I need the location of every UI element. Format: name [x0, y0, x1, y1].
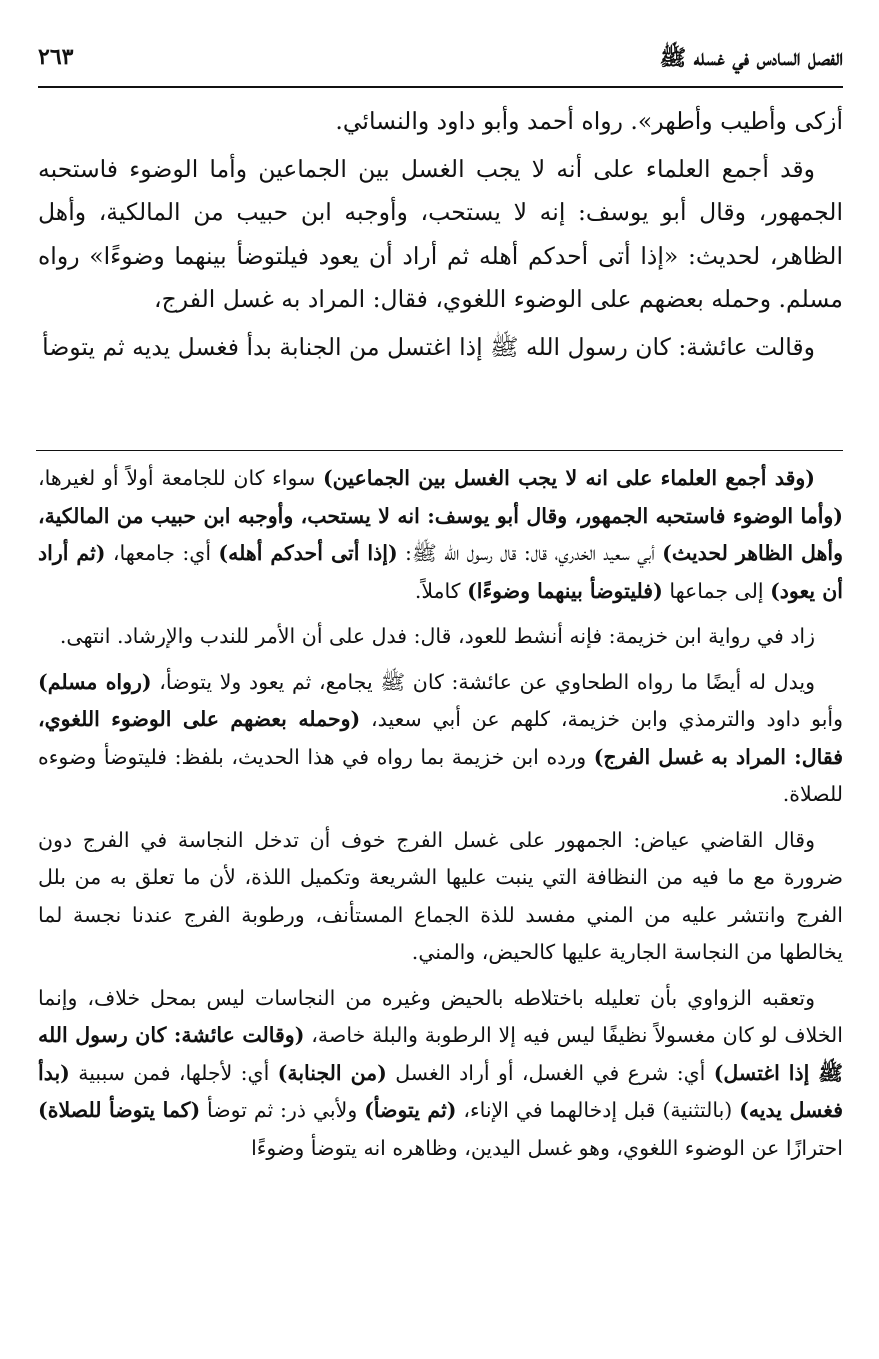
bold-quote: (إذا أتى أحدكم أهله) [218, 541, 398, 565]
main-paragraph-1: أزكى وأطيب وأطهر». رواه أحمد وأبو داود والنسائي. [335, 107, 843, 135]
commentary-text [38, 460, 843, 1167]
bold-quote: (وأما الوضوء فاستحبه الجمهور، وقال أبو يوسف: انه لا يستحب، وأوجبه ابن حبيب من المالكية، وأهل الظاهر لحديث) [38, 503, 843, 565]
text-run: أبي سعيد الخدري، قال: قال رسول الله ﷺ: [397, 541, 663, 565]
header-rule [38, 86, 843, 88]
bold-quote: (وقالت عائشة: كان رسول الله ﷺ إذا اغتسل) [38, 1023, 843, 1085]
text-run: سواء كان للجامعة أولاً أو لغيرها، [38, 466, 323, 490]
text-run: (بالتثنية) قبل إدخالهما في الإناء، [456, 1098, 740, 1122]
text-run: احترازًا عن الوضوء اللغوي، وهو غسل اليدين، وظاهره انه يتوضأ وضوءًا [251, 1135, 843, 1160]
bold-quote: (من الجنابة) [277, 1060, 387, 1085]
main-text [38, 100, 843, 369]
commentary-paragraph-3 [38, 664, 843, 814]
main-paragraph-3: وقالت عائشة: كان رسول الله ﷺ إذا اغتسل من الجنابة بدأ فغسل يديه ثم يتوضأ [42, 332, 815, 361]
bold-quote: (وحمله بعضهم على الوضوء اللغوي، فقال: المراد به غسل الفرج) [38, 707, 844, 769]
commentary-paragraph-2: زاد في رواية ابن خزيمة: فإنه أنشط للعود، قال: فدل على أن الأمر للندب والإرشاد. انتهى. [59, 624, 815, 648]
bold-quote: (رواه مسلم) [38, 669, 152, 694]
text-run: ورده ابن خزيمة بما رواه في هذا الحديث، بلفظ: فليتوضأ وضوءه للصلاة. [38, 744, 843, 806]
footnote-rule [36, 450, 843, 451]
text-run: أي: لأجلها، فمن سببية [69, 1060, 278, 1085]
bold-quote: (ثم يتوضأ) [364, 1098, 457, 1122]
running-header [38, 40, 843, 80]
bold-quote: (بدأ فغسل يديه) [38, 1060, 843, 1122]
bold-quote: (ثم أراد أن يعود) [38, 541, 843, 603]
text-run: أي: شرع في الغسل، أو أراد الغسل [386, 1060, 714, 1085]
bold-quote: (فليتوضأ بينهما وضوءًا) [467, 578, 663, 603]
main-paragraph-2: وقد أجمع العلماء على أنه لا يجب الغسل بين الجماعين وأما الوضوء فاستحبه الجمهور، وقال أبو يوسف: إنه لا يستحب، وأوجبه ابن حبيب من المالكية، وأهل الظاهر، لحديث: «إذا أتى أحدكم أهله ثم أراد أن يعود فيلتوضأ بينهما وضوءًا» رواه مسلم. وحمله بعضهم على الوضوء اللغوي، فقال: المراد به غسل الفرج، [38, 154, 843, 313]
commentary-paragraph-5 [38, 980, 843, 1168]
text-run: وأبو داود والترمذي وابن خزيمة، كلهم عن أبي سعيد، [360, 707, 843, 731]
commentary-paragraph-4: وقال القاضي عياض: الجمهور على غسل الفرج خوف أن تدخل النجاسة في الفرج دون ضرورة مع ما فيه من النظافة التي ينبت عليها الشريعة وتكميل اللذة، لأن ما تعلق به من بلل الفرج وانتشر عليه من المني مفسد للذة الجماع المستأنف، ورطوبة الفرج عندنا نجسة لما يخالطها من النجاسة الجارية عليها كالحيض، والمني. [38, 827, 843, 964]
text-run: وتعقبه الزواوي بأن تعليله باختلاطه بالحيض وغيره من النجاسات ليس بمحل خلاف، وإنما الخلاف لو كان مغسولاً نظيفًا ليس فيه إلا الرطوبة والبلة خاصة، [38, 985, 843, 1047]
commentary-paragraph-1 [38, 460, 843, 610]
text-run: إلى جماعها [662, 578, 771, 603]
bold-quote: (كما يتوضأ للصلاة) [38, 1098, 201, 1122]
page-number: ٢٦٣ [38, 44, 74, 70]
text-run: أي: جامعها، [105, 541, 219, 565]
text-run: كاملاً. [414, 578, 468, 603]
chapter-title: الفصل السادس في غسله ﷺ [659, 45, 843, 71]
text-run: ولأبي ذر: ثم توضأ [200, 1098, 365, 1122]
text-run: ويدل له أيضًا ما رواه الطحاوي عن عائشة: كان ﷺ يجامع، ثم يعود ولا يتوضأ، [151, 669, 815, 694]
bold-quote: (وقد أجمع العلماء على انه لا يجب الغسل بين الجماعين) [322, 466, 815, 490]
